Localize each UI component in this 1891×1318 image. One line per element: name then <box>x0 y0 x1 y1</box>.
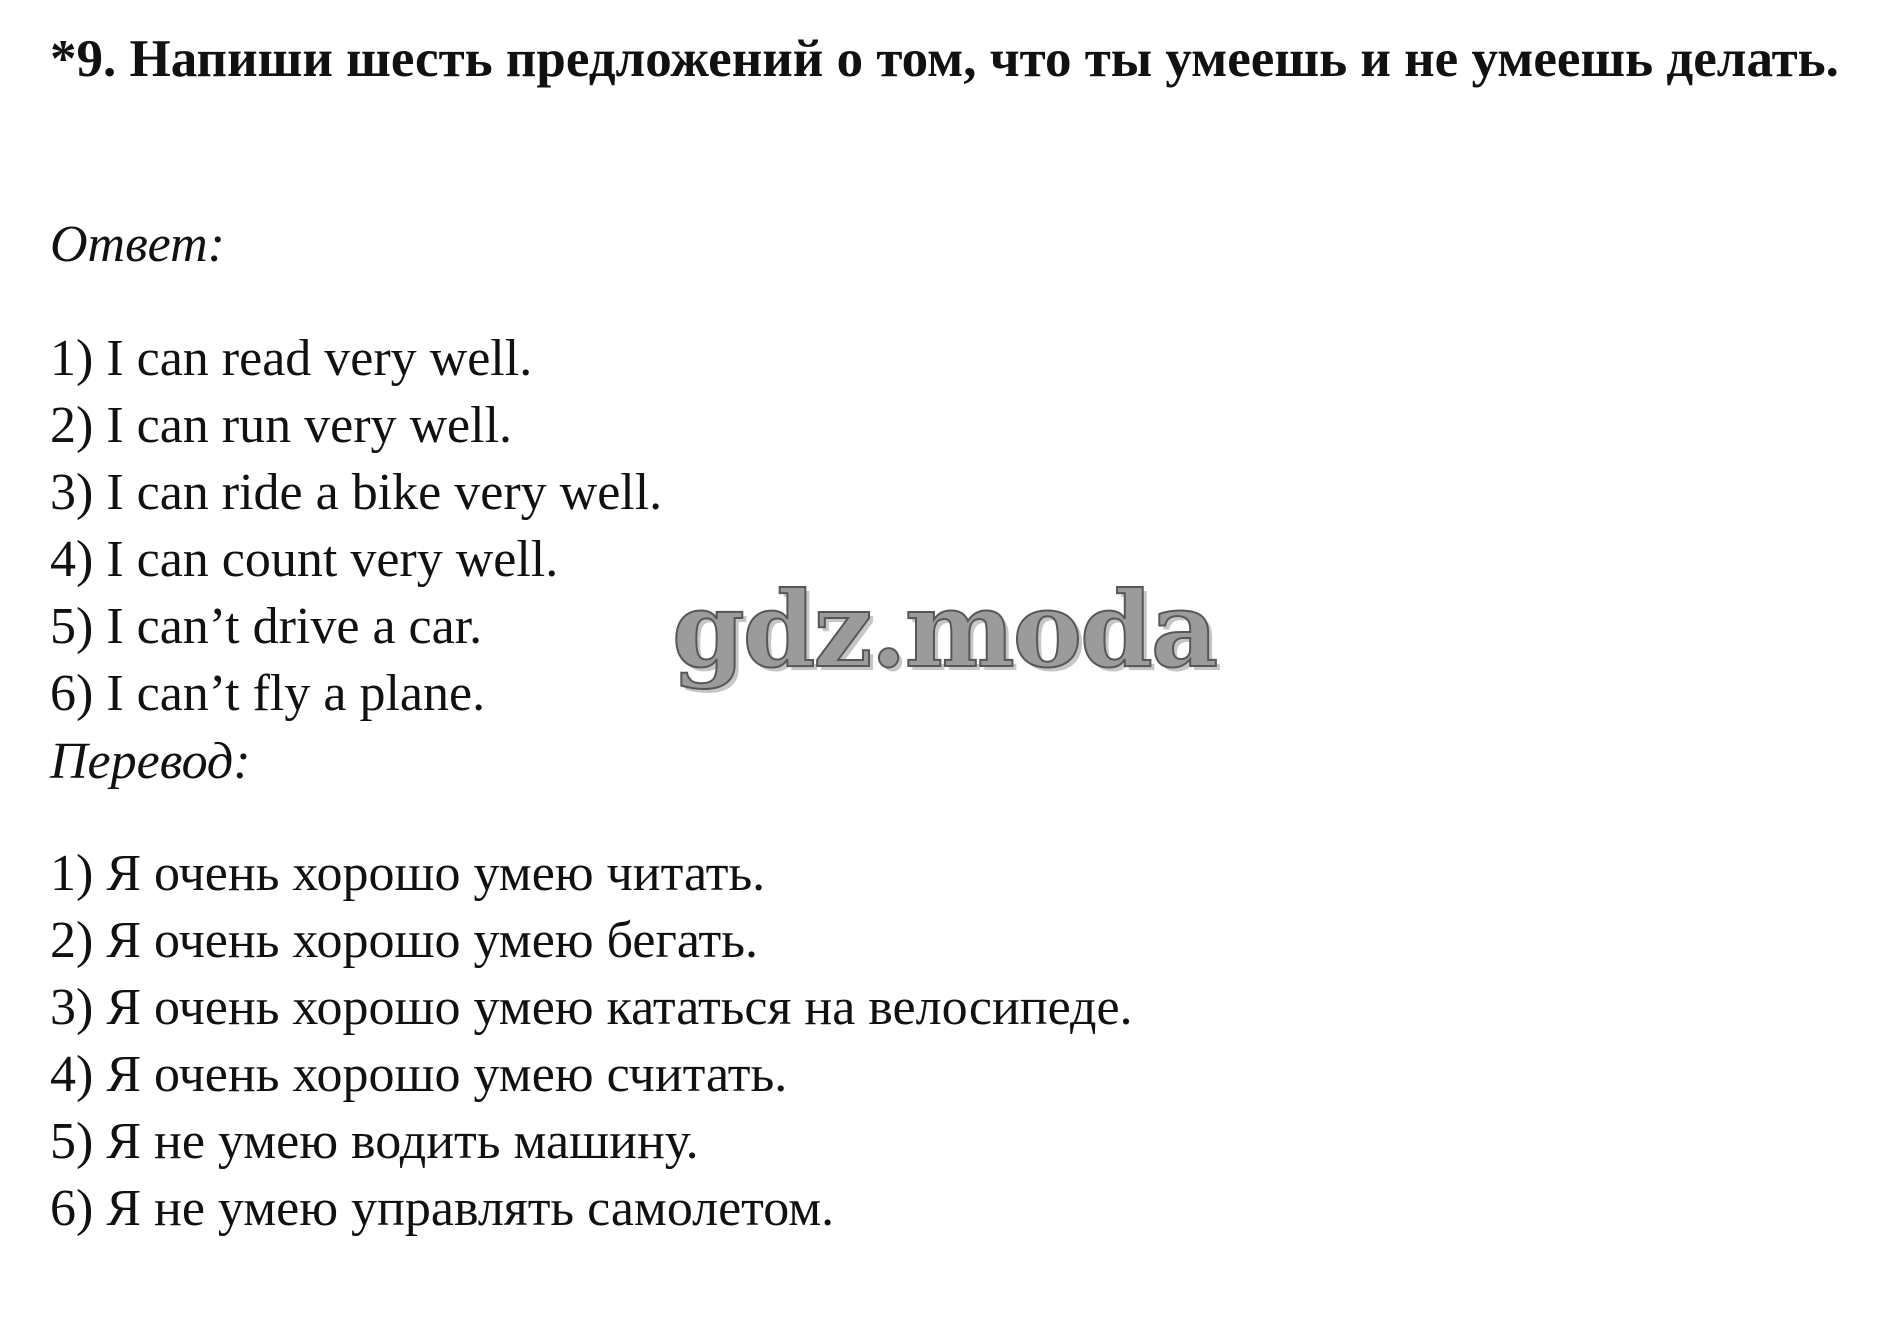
translation-label: Перевод: <box>50 733 251 790</box>
answer-item: 5) I can’t drive a car. <box>50 598 483 655</box>
translation-item: 1) Я очень хорошо умею читать. <box>50 845 766 902</box>
task-title: *9. Напиши шесть предложений о том, что ты умеешь и не умеешь делать. <box>50 30 1839 88</box>
answer-label: Ответ: <box>50 216 225 273</box>
answer-item: 2) I can run very well. <box>50 397 513 454</box>
answer-item: 4) I can count very well. <box>50 531 559 588</box>
translation-item: 2) Я очень хорошо умею бегать. <box>50 912 758 969</box>
translation-item: 3) Я очень хорошо умею кататься на велосипеде. <box>50 979 1133 1036</box>
translation-item: 4) Я очень хорошо умею считать. <box>50 1046 788 1103</box>
answer-item: 1) I can read very well. <box>50 330 533 387</box>
translation-item: 5) Я не умею водить машину. <box>50 1113 699 1170</box>
watermark-logo: gdz.moda <box>672 568 1217 691</box>
answer-list <box>50 325 662 727</box>
answer-item: 6) I can’t fly a plane. <box>50 665 486 722</box>
translation-item: 6) Я не умею управлять самолетом. <box>50 1180 835 1237</box>
translation-list <box>50 840 1133 1242</box>
answer-item: 3) I can ride a bike very well. <box>50 464 663 521</box>
